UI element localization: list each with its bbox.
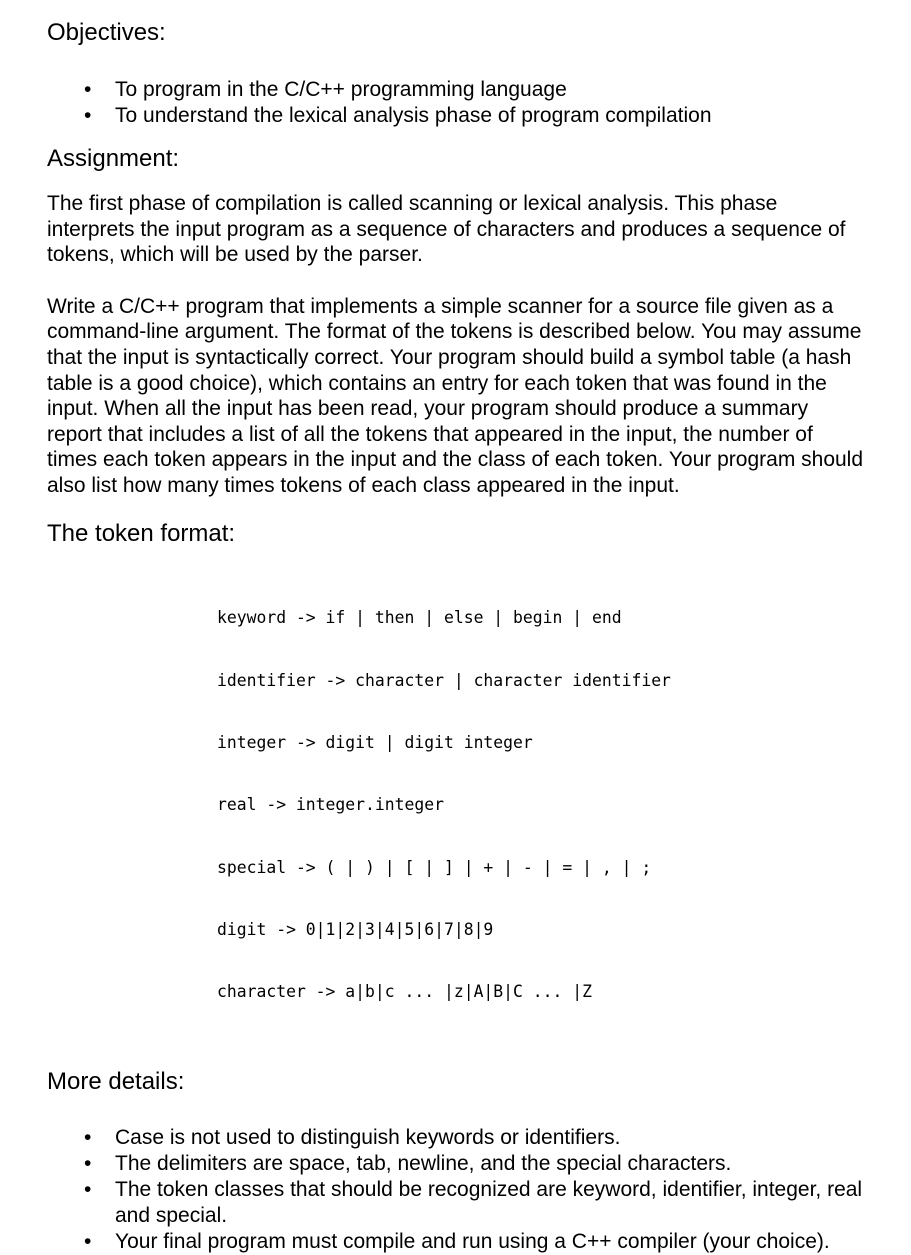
bullet-icon: • [84, 1151, 92, 1175]
more-details-heading: More details: [47, 1067, 185, 1095]
detail-text: The delimiters are space, tab, newline, and the special characters. [115, 1151, 732, 1175]
list-item [47, 1229, 867, 1255]
objectives-list [47, 77, 867, 129]
objective-text: To program in the C/C++ programming language [115, 78, 567, 101]
detail-text: Case is not used to distinguish keywords or identifiers. [115, 1125, 621, 1149]
objectives-heading: Objectives: [47, 19, 166, 46]
detail-text: Your final program must compile and run using a C++ compiler (your choice). [115, 1229, 830, 1253]
list-item [47, 1151, 867, 1177]
more-details-list [47, 1125, 867, 1255]
detail-text: The token classes that should be recognized are keyword, identifier, integer, real and special. [115, 1177, 863, 1227]
grammar-line: real -> integer.integer [217, 795, 444, 815]
grammar-line: identifier -> character | character identifier [217, 670, 671, 690]
list-item [47, 1177, 867, 1229]
objective-text: To understand the lexical analysis phase of program compilation [115, 104, 712, 127]
assignment-paragraph-2: Write a C/C++ program that implements a simple scanner for a source file given as a command-line argument. The format of the tokens is described below. You may assume that the input is syntactically correct. Your program should build a symbol table (a hash table is a good choice), which contains an entry for each token that was found in the input. When all the input has been read, your program should produce a summary report that includes a list of all the tokens that appeared in the input, the number of times each token appears in the input and the class of each token. Your program should also list how many times tokens of each class appeared in the input. [47, 294, 864, 497]
grammar-line: keyword -> if | then | else | begin | end [217, 608, 622, 628]
list-item [47, 1125, 867, 1151]
list-item [47, 103, 867, 129]
grammar-line: integer -> digit | digit integer [217, 732, 533, 752]
bullet-icon: • [84, 1125, 92, 1149]
token-format-heading: The token format: [47, 519, 236, 547]
assignment-heading: Assignment: [47, 145, 180, 172]
assignment-paragraph-1: The first phase of compilation is called scanning or lexical analysis. This phase interprets the input program as a sequence of characters and produces a sequence of tokens, which will be used by the parser. [47, 192, 846, 267]
token-grammar-block [47, 567, 867, 1045]
document-page [47, 18, 867, 1255]
list-item [47, 77, 867, 103]
grammar-line: digit -> 0|1|2|3|4|5|6|7|8|9 [217, 920, 494, 940]
grammar-line: special -> ( | ) | [ | ] | + | - | = | , | ; [217, 857, 652, 877]
bullet-icon: • [84, 104, 92, 127]
bullet-icon: • [84, 1229, 92, 1253]
bullet-icon: • [84, 1177, 92, 1201]
bullet-icon: • [84, 78, 92, 101]
grammar-line: character -> a|b|c ... |z|A|B|C ... |Z [217, 982, 592, 1002]
